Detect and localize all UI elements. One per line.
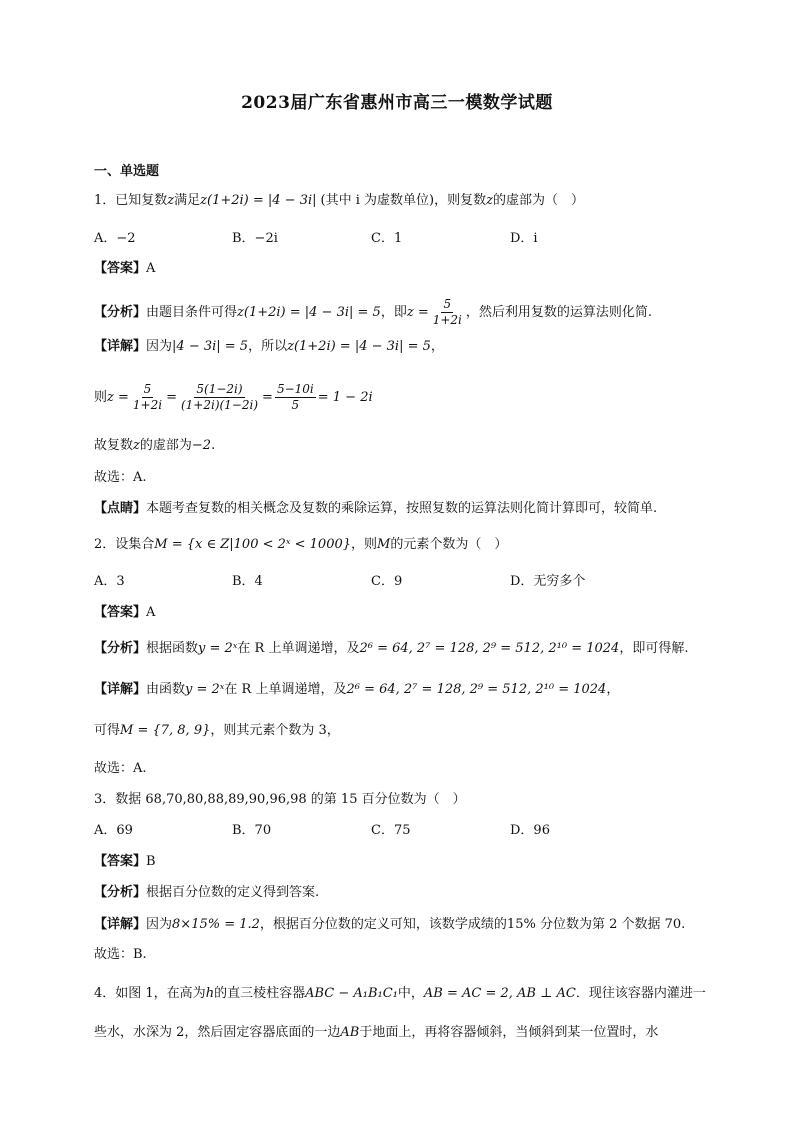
q2-stem-text: 的元素个数为（ ） [390,537,508,552]
detail-text: 在 R 上单调递增，及 [224,682,347,697]
detail-label: 【详解】 [94,682,147,697]
fraction [179,382,260,413]
detail-text: 由函数 [146,682,186,697]
detail-equation: |4 − 3i| = 5 [172,339,249,354]
q1-stem-text: (其中 i 为虚数单位)，则复数 [320,193,487,208]
comment-text: 本题考查复数的相关概念及复数的乘除运算，按照复数的运算法则化简计算即可，较简单. [146,501,658,516]
q4-stem-text: 于地面上，再将容器倾斜，当倾斜到某一位置时，水 [359,1025,659,1040]
q3-choose: 故选：B. [94,947,147,962]
analysis-label: 【分析】 [94,641,147,656]
answer-label: 【答案】 [94,605,147,620]
fraction [131,382,164,413]
q2-answer [94,604,155,622]
analysis-label: 【分析】 [94,305,147,320]
fraction-numerator: 5 [143,382,152,396]
analysis-equation: z(1+2i) = |4 − 3i| = 5 [237,305,381,320]
q1-var-z: z [486,193,493,208]
q4-stem-line2 [94,1024,658,1042]
detail-equation: z = [107,390,129,405]
answer-value: A [146,605,156,620]
conclusion-var: z [133,438,140,453]
q1-equation: z(1+2i) = |4 − 3i| [200,193,317,208]
q1-choose: 故选：A. [94,470,147,485]
fraction-numerator: 5−10i [276,382,314,396]
q3-stem: 3．数据 68,70,80,88,89,90,96,98 的第 15 百分位数为（ ） [94,792,466,807]
q3-option-a: A．69 [94,823,133,838]
fraction-denominator: (1+2i)(1−2i) [180,398,259,412]
q3-option-b: B．70 [232,823,272,838]
q2-stem-text: 2．设集合 [94,537,155,552]
q4-var-h: h [205,986,215,1001]
detail-text: 则 [94,390,108,405]
fraction-denominator: 5 [291,398,300,412]
detail-equation: = 1 − 2i [317,390,373,405]
q1-stem-text: 满足 [174,193,201,208]
q1-option-b: B．−2i [232,231,278,246]
q2-detail [94,681,619,699]
q1-stem-text: 的虚部为（ ） [492,193,584,208]
q1-detail [94,338,444,356]
fraction [431,297,464,328]
q4-stem-text: 些水，水深为 2，然后固定容器底面的一边 [94,1025,341,1040]
q1-answer [94,260,155,278]
page-title: 2023届广东省惠州市高三一模数学试题 [241,93,553,113]
fraction-denominator: 1+2i [432,313,462,327]
q1-stem [94,192,584,210]
q1-analysis [94,297,652,328]
analysis-text: ，即可得解. [619,641,689,656]
answer-value: A [146,261,156,276]
answer-label: 【答案】 [94,261,147,276]
q1-option-a: A．−2 [94,231,136,246]
q1-derivation: 则z = $\frac{5}{1+2i}$ = $\frac{5(1-2i)}{(1+2i)(1-2i)}$ = $\frac{5-10i}{5}$ = 1 − 2i [94,382,373,412]
q2-result [94,722,340,740]
detail-text: 因为 [146,917,173,932]
fraction-denominator: 1+2i [132,398,163,412]
comment-label: 【点睛】 [94,501,147,516]
q1-stem-text: 1．已知复数 [94,193,168,208]
section-heading: 一、单选题 [94,164,160,179]
result-set: M = {7, 8, 9} [120,723,211,738]
analysis-text: ，即 [380,305,407,320]
q4-edge-ab: AB [340,1025,360,1040]
detail-text: ， [606,682,620,697]
q2-option-a: A．3 [94,574,125,589]
detail-equation: 2⁶ = 64, 2⁷ = 128, 2⁹ = 512, 2¹⁰ = 1024 [346,682,607,697]
detail-equation: y = 2ˣ [185,682,225,697]
conclusion-text: 故复数 [94,438,134,453]
analysis-text: 根据函数 [146,641,199,656]
q4-stem-text: 中， [397,986,424,1001]
detail-text: ，根据百分位数的定义可知，该数学成绩的15% 分位数为第 2 个数据 70. [259,917,686,932]
q2-stem [94,536,507,554]
analysis-label: 【分析】 [94,885,147,900]
q3-detail [94,916,685,934]
fraction-numerator: 5(1−2i) [196,382,243,396]
fraction-numerator: 5 [443,297,452,311]
fraction [275,382,316,413]
answer-label: 【答案】 [94,854,147,869]
q3-option-c: C．75 [371,823,411,838]
conclusion-value: −2 [191,438,212,453]
detail-equation: 8×15% = 1.2 [172,917,260,932]
q2-set: M = {x ∈ Z|100 < 2ˣ < 1000} [154,537,352,552]
q2-option-d: D．无穷多个 [510,574,586,589]
detail-text: ， [430,339,444,354]
q4-condition: AB = AC = 2, AB ⊥ AC [423,986,576,1001]
q1-comment [94,500,657,518]
q2-analysis [94,640,688,658]
q4-stem-text: ．现往该容器内灌进一 [575,986,706,1001]
analysis-equation: 2⁶ = 64, 2⁷ = 128, 2⁹ = 512, 2¹⁰ = 1024 [359,641,620,656]
answer-value: B [146,854,156,869]
conclusion-text: 的虚部为 [139,438,192,453]
detail-label: 【详解】 [94,339,147,354]
analysis-equation: y = 2ˣ [198,641,238,656]
q4-prism: ABC − A₁B₁C₁ [305,986,398,1001]
q2-option-b: B．4 [232,574,263,589]
q2-stem-text: ，则 [351,537,378,552]
q3-option-d: D．96 [510,823,550,838]
conclusion-text: . [211,438,216,453]
q4-stem-text: 的直三棱柱容器 [214,986,306,1001]
analysis-text: 由题目条件可得 [146,305,238,320]
detail-label: 【详解】 [94,917,147,932]
analysis-text: ，然后利用复数的运算法则化简. [465,305,653,320]
analysis-text: 根据百分位数的定义得到答案. [146,885,320,900]
analysis-text: 在 R 上单调递增，及 [237,641,360,656]
q4-stem-text: 4．如图 1，在高为 [94,986,206,1001]
q2-var-m: M [377,537,391,552]
q1-conclusion [94,437,215,455]
q1-var-z: z [167,193,175,208]
analysis-equation: z = [406,305,429,320]
q2-choose: 故选：A. [94,761,147,776]
result-text: ，则其元素个数为 3， [210,723,340,738]
q1-option-d: D．i [510,231,538,246]
detail-text: ，所以 [248,339,288,354]
result-text: 可得 [94,723,121,738]
q3-answer [94,853,156,871]
q2-option-c: C．9 [371,574,403,589]
q3-analysis [94,884,319,902]
q4-stem-line1 [94,985,706,1003]
detail-equation: z(1+2i) = |4 − 3i| = 5 [287,339,431,354]
detail-text: 因为 [146,339,173,354]
q1-option-c: C．1 [371,231,403,246]
